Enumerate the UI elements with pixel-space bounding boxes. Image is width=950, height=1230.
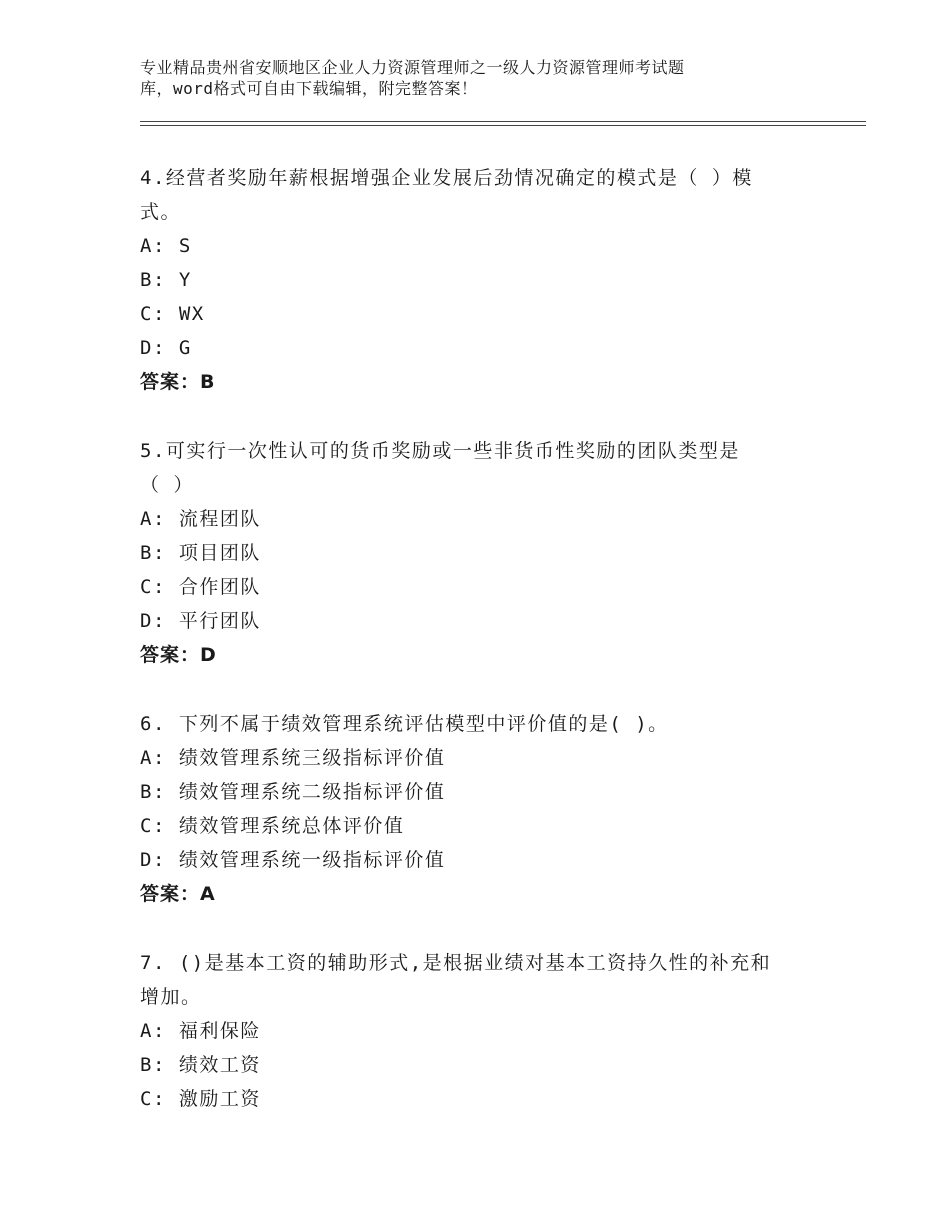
- question-stem: 7. ()是基本工资的辅助形式,是根据业绩对基本工资持久性的补充和: [140, 952, 772, 974]
- question-7: [140, 946, 800, 1116]
- question-5: [140, 434, 800, 672]
- option-b: [140, 263, 800, 297]
- option-text: 绩效管理系统总体评价值: [178, 815, 405, 837]
- option-letter: A:: [140, 747, 166, 769]
- option-letter: B:: [140, 542, 166, 564]
- question-stem: 5.可实行一次性认可的货币奖励或一些非货币性奖励的团队类型是: [140, 440, 740, 462]
- option-text: 激励工资: [178, 1088, 261, 1110]
- question-stem-continued: （ ）: [140, 474, 194, 496]
- question-stem: 6. 下列不属于绩效管理系统评估模型中评价值的是( )。: [140, 713, 669, 735]
- option-letter: B:: [140, 781, 166, 803]
- option-letter: D:: [140, 849, 166, 871]
- option-letter: A:: [140, 508, 166, 530]
- option-letter: C:: [140, 1088, 166, 1110]
- option-text: 绩效管理系统三级指标评价值: [178, 747, 446, 769]
- option-a: [140, 229, 800, 263]
- option-text: 绩效管理系统二级指标评价值: [178, 781, 446, 803]
- header-title-line1: 专业精品贵州省安顺地区企业人力资源管理师之一级人力资源管理师考试题: [140, 58, 685, 77]
- option-letter: A:: [140, 235, 166, 257]
- option-d: [140, 331, 800, 365]
- option-d: [140, 604, 800, 638]
- option-letter: D:: [140, 337, 166, 359]
- option-b: [140, 1048, 800, 1082]
- option-text: 平行团队: [178, 610, 261, 632]
- question-stem: 4.经营者奖励年薪根据增强企业发展后劲情况确定的模式是（ ）模: [140, 167, 753, 189]
- option-letter: C:: [140, 576, 166, 598]
- option-letter: A:: [140, 1020, 166, 1042]
- option-letter: B:: [140, 1054, 166, 1076]
- answer-line: 答案：D: [140, 644, 217, 666]
- answer-line: 答案：A: [140, 883, 216, 905]
- option-text: WX: [178, 303, 205, 325]
- option-c: [140, 809, 800, 843]
- question-stem-continued: 增加。: [140, 986, 202, 1008]
- option-letter: C:: [140, 815, 166, 837]
- option-b: [140, 536, 800, 570]
- option-letter: C:: [140, 303, 166, 325]
- option-d: [140, 843, 800, 877]
- question-4: [140, 161, 800, 399]
- question-6: [140, 707, 800, 911]
- option-text: G: [178, 337, 192, 359]
- header-divider: [140, 121, 866, 126]
- option-text: 项目团队: [178, 542, 261, 564]
- question-stem-continued: 式。: [140, 201, 182, 223]
- option-a: [140, 741, 800, 775]
- option-text: S: [178, 235, 192, 257]
- option-text: 福利保险: [178, 1020, 261, 1042]
- option-c: [140, 570, 800, 604]
- answer-line: 答案：B: [140, 371, 216, 393]
- option-text: Y: [178, 269, 192, 291]
- option-text: 绩效管理系统一级指标评价值: [178, 849, 446, 871]
- option-text: 流程团队: [178, 508, 261, 530]
- option-c: [140, 297, 800, 331]
- option-b: [140, 775, 800, 809]
- header-title-line2: 库，word格式可自由下载编辑，附完整答案！: [140, 79, 478, 98]
- option-letter: D:: [140, 610, 166, 632]
- option-c: [140, 1082, 800, 1116]
- option-a: [140, 1014, 800, 1048]
- document-header: [140, 57, 780, 99]
- option-text: 绩效工资: [178, 1054, 261, 1076]
- option-letter: B:: [140, 269, 166, 291]
- option-a: [140, 502, 800, 536]
- option-text: 合作团队: [178, 576, 261, 598]
